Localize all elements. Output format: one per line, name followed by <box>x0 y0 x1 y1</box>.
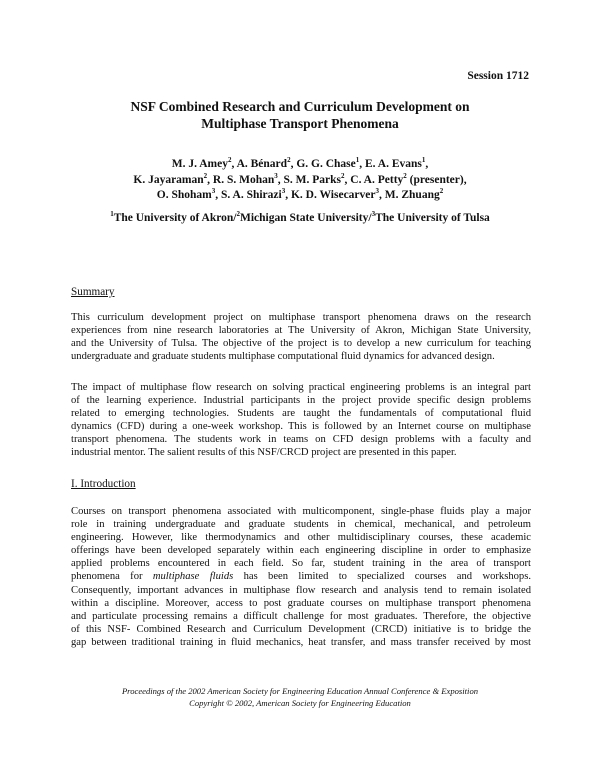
author-affiliation-mark: 3 <box>211 187 216 196</box>
affiliation-name: Michigan State University/ <box>239 212 372 224</box>
affiliations <box>0 212 600 224</box>
author-affiliation-mark: 1 <box>355 156 360 165</box>
text-line: The impact of multiphase flow research on solving practical engineering problems is an integral part <box>71 382 531 393</box>
author-name: A. Bénard <box>236 158 288 170</box>
text-line: offerings have been developed separately within each engineering discipline in order to emphasize <box>71 545 531 557</box>
author-separator: , <box>215 189 221 201</box>
session-number: Session 1712 <box>467 70 529 82</box>
author-name: M. J. Amey <box>171 158 228 170</box>
author-affiliation-mark: 3 <box>281 187 286 196</box>
author-affiliation-mark: 1 <box>421 156 426 165</box>
paper-title <box>0 98 600 132</box>
author-line-1 <box>0 157 600 173</box>
author-affiliation-mark: 2 <box>203 171 208 180</box>
text-line: engineering. However, like thermodynamics and other multidisciplinary courses, these academic <box>71 532 531 544</box>
author-separator: , <box>207 173 213 186</box>
title-line-2: Multiphase Transport Phenomena <box>201 116 399 131</box>
author-name: E. A. Evans <box>364 158 422 170</box>
author-name: O. Shoham <box>156 189 212 201</box>
author-affiliation-mark: 2 <box>403 171 407 180</box>
author-separator: , <box>285 189 291 201</box>
author-name: K. Jayaraman <box>133 173 204 186</box>
author-name: M. Zhuang <box>384 189 440 201</box>
author-name: K. D. Wisecarver <box>290 189 376 201</box>
text-line: within a discipline. Moreover, access to post graduate courses on multiphase transport phenomena <box>71 597 531 609</box>
author-affiliation-mark: 2 <box>439 187 444 196</box>
author-affiliation-mark: 2 <box>341 171 345 180</box>
author-name: G. G. Chase <box>296 158 356 170</box>
author-affiliation-mark: 2 <box>227 156 232 165</box>
author-separator: (presenter), <box>406 173 467 186</box>
text-line: and the University of Tulsa. The objective of the project is to develop a new curriculum for teaching <box>71 338 531 350</box>
author-separator: , <box>290 158 297 170</box>
text-line: Consequently, important advances in multiphase flow research and analysis tend to remain isolated <box>71 584 531 596</box>
affiliation-mark: 2 <box>236 210 240 219</box>
summary-paragraph-1 <box>71 311 531 363</box>
summary-paragraph-2 <box>71 381 531 460</box>
text-line: phenomena for multiphase fluids has been limited to specialized courses and workshops. <box>71 571 531 583</box>
text-line: and particulate processing remains a difficult challenge for most graduates. Therefore, the objective <box>71 610 531 622</box>
introduction-heading: I. Introduction <box>71 478 136 490</box>
text-line: industrial mentor. The salient results of this NSF/CRCD project are presented in this paper. <box>71 447 457 459</box>
affiliation-name: The University of Akron/ <box>113 212 237 224</box>
text-line: transport phenomena. The students work in teams on CFD design problems with a faculty and <box>71 434 531 446</box>
page-footer <box>0 685 600 709</box>
author-separator: , <box>277 173 284 186</box>
text-line: of the learning experience. Industrial participants in the project provide specific design problems <box>71 395 531 407</box>
affiliation-name: The University of Tulsa <box>375 212 490 224</box>
text-line: This curriculum development project on multiphase transport phenomena draws on the research <box>71 312 531 323</box>
summary-heading: Summary <box>71 286 115 298</box>
author-separator: , <box>359 158 365 170</box>
title-line-1: NSF Combined Research and Curriculum Development on <box>130 99 470 114</box>
author-list <box>0 157 600 204</box>
author-name: S. M. Parks <box>283 173 342 186</box>
author-separator: , <box>344 173 351 186</box>
affiliation-mark: 1 <box>110 210 114 219</box>
text-line: dynamics (CFD) during a one-week workshop. This is followed by an Internet course on multiphase <box>71 421 531 433</box>
author-name: S. A. Shirazi <box>221 189 282 201</box>
emphasis-text: multiphase fluids <box>152 571 234 583</box>
author-name: R. S. Mohan <box>212 173 275 186</box>
text-line: role in training undergraduate and graduate students in chemical, mechanical, and petroleum <box>71 519 531 531</box>
author-line-2 <box>0 173 600 189</box>
text-line: applied problems encountered in each field. So far, student training in the area of transport <box>71 558 531 570</box>
author-name: C. A. Petty <box>350 173 404 186</box>
text-line: related to emerging technologies. Students are taught the fundamentals of computational fluid <box>71 408 531 420</box>
affiliation-mark: 3 <box>371 210 376 219</box>
introduction-paragraph <box>71 505 531 649</box>
author-affiliation-mark: 3 <box>274 171 278 180</box>
author-separator: , <box>231 158 237 170</box>
text-line: gap between traditional training in fluid mechanics, heat transfer, and mass transfer received by most <box>71 636 531 648</box>
author-line-3 <box>0 188 600 204</box>
author-affiliation-mark: 3 <box>375 187 379 196</box>
footer-proceedings: Proceedings of the 2002 American Society for Engineering Education Annual Conference & Exposition <box>121 686 479 696</box>
text-line: of this NSF- Combined Research and Curriculum Development (CRCD) initiative is to bridge the <box>71 623 531 635</box>
footer-copyright: Copyright © 2002, American Society for Engineering Education <box>189 698 411 708</box>
text-line: undergraduate and graduate students multiphase computational fluid dynamics for advanced design. <box>71 351 495 363</box>
text-line: Courses on transport phenomena associated with multicomponent, single-phase fluids play a major <box>71 506 531 517</box>
author-affiliation-mark: 2 <box>287 156 291 165</box>
author-separator: , <box>379 189 385 201</box>
text-line: experiences from nine research laboratories at The University of Akron, Michigan State University, <box>71 325 531 337</box>
author-separator: , <box>425 158 429 170</box>
